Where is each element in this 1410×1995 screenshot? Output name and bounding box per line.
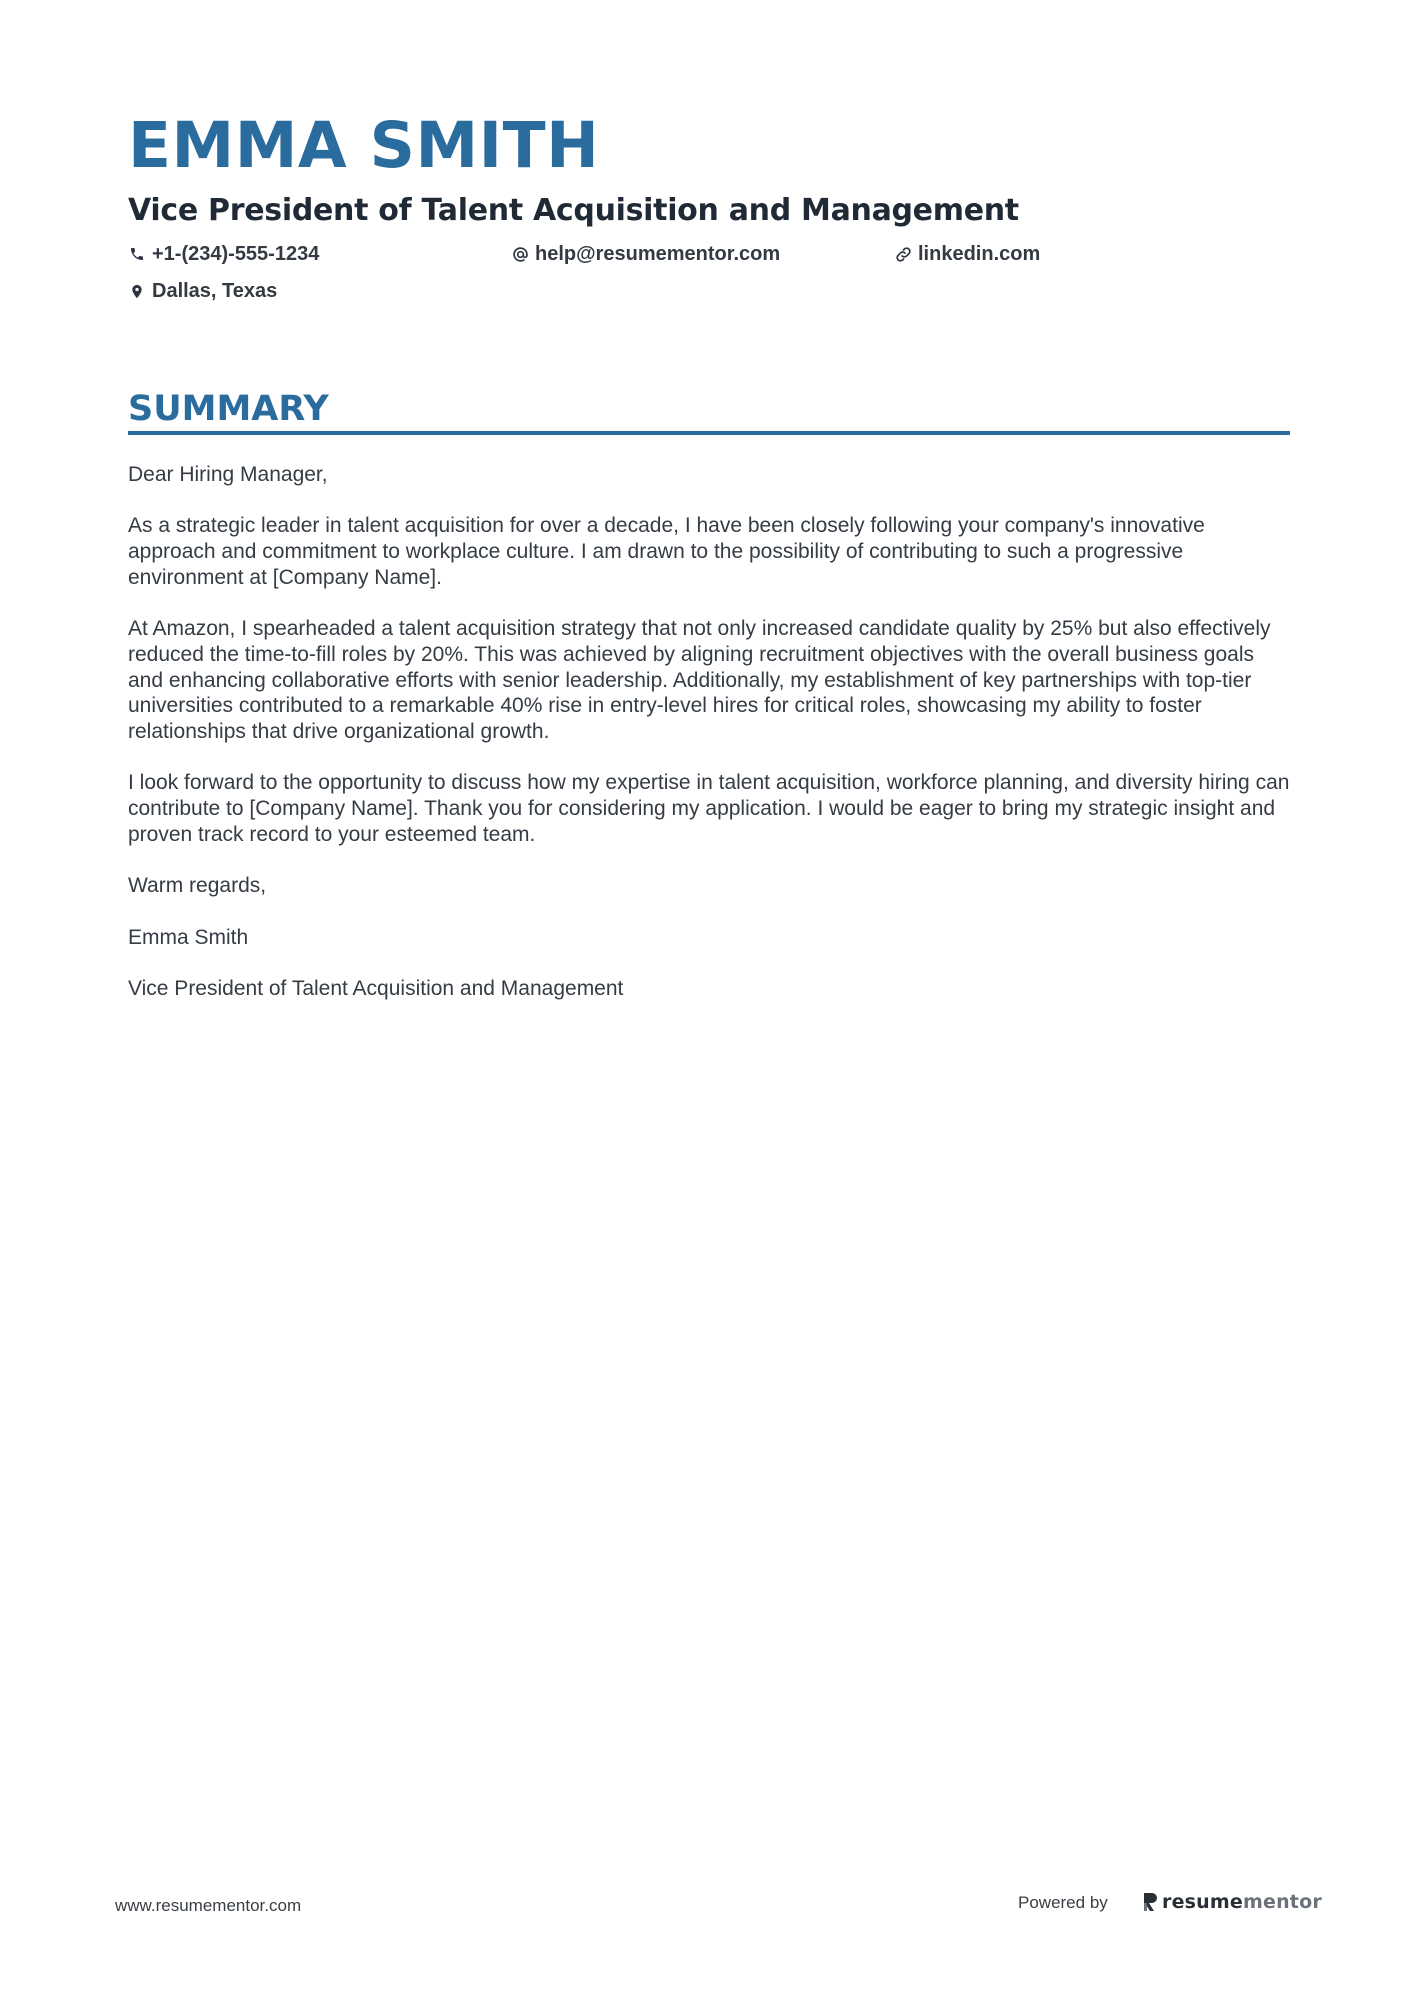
letter-salutation: Dear Hiring Manager, [128, 463, 328, 486]
phone-icon [128, 245, 146, 263]
resumementor-logo[interactable] [1142, 1889, 1322, 1915]
phone-text: +1-(234)-555-1234 [152, 243, 320, 265]
letter-paragraph: At Amazon, I spearheaded a talent acquisition strategy that not only increased candidate quality by 25% but also effectively reduced the time-to-fill roles by 20%. This was achieved by aligning recruitment objectives with the overall business goals and enhancing collaborative efforts with senior leadership. Additionally, my establishment of key partnerships with top-tier universities contributed to a remarkable 40% rise in entry-level hires for critical roles, showcasing my ability to foster relationships that drive organizational growth. [128, 617, 1271, 743]
website-link[interactable]: linkedin.com [918, 243, 1041, 265]
location-text: Dallas, Texas [152, 280, 278, 302]
section-title-summary: SUMMARY [128, 389, 329, 429]
letter-closing: Warm regards, [128, 874, 267, 898]
logo-text-resume: resume [1162, 1891, 1243, 1913]
email-link[interactable]: help@resumementor.com [535, 243, 781, 265]
signature-name: Emma Smith [128, 925, 249, 949]
contact-website [894, 241, 1040, 267]
at-icon [511, 245, 529, 263]
contact-email [511, 241, 780, 267]
link-icon [894, 245, 912, 263]
candidate-title: Vice President of Talent Acquisition and Management [128, 193, 1019, 228]
powered-by-label: Powered by [1018, 1893, 1108, 1912]
letter-body [128, 462, 1290, 1027]
resumementor-logo-icon [1142, 1892, 1158, 1912]
section-divider [128, 431, 1290, 435]
footer-url[interactable]: www.resumementor.com [115, 1896, 302, 1915]
contact-location [128, 278, 277, 304]
map-pin-icon [128, 282, 146, 300]
contact-phone [128, 241, 319, 267]
signature-title: Vice President of Talent Acquisition and Management [128, 976, 624, 1000]
logo-text-mentor: mentor [1242, 1891, 1322, 1913]
letter-paragraph: As a strategic leader in talent acquisition for over a decade, I have been closely following your company's innovative approach and commitment to workplace culture. I am drawn to the possibility of contributing to such a progressive environment at [Company Name]. [128, 514, 1205, 589]
letter-paragraph: I look forward to the opportunity to discuss how my expertise in talent acquisition, workforce planning, and diversity hiring can contribute to [Company Name]. Thank you for considering my application. I would be eager to bring my strategic insight and proven track record to your esteemed team. [128, 771, 1290, 846]
candidate-name: EMMA SMITH [128, 109, 600, 182]
